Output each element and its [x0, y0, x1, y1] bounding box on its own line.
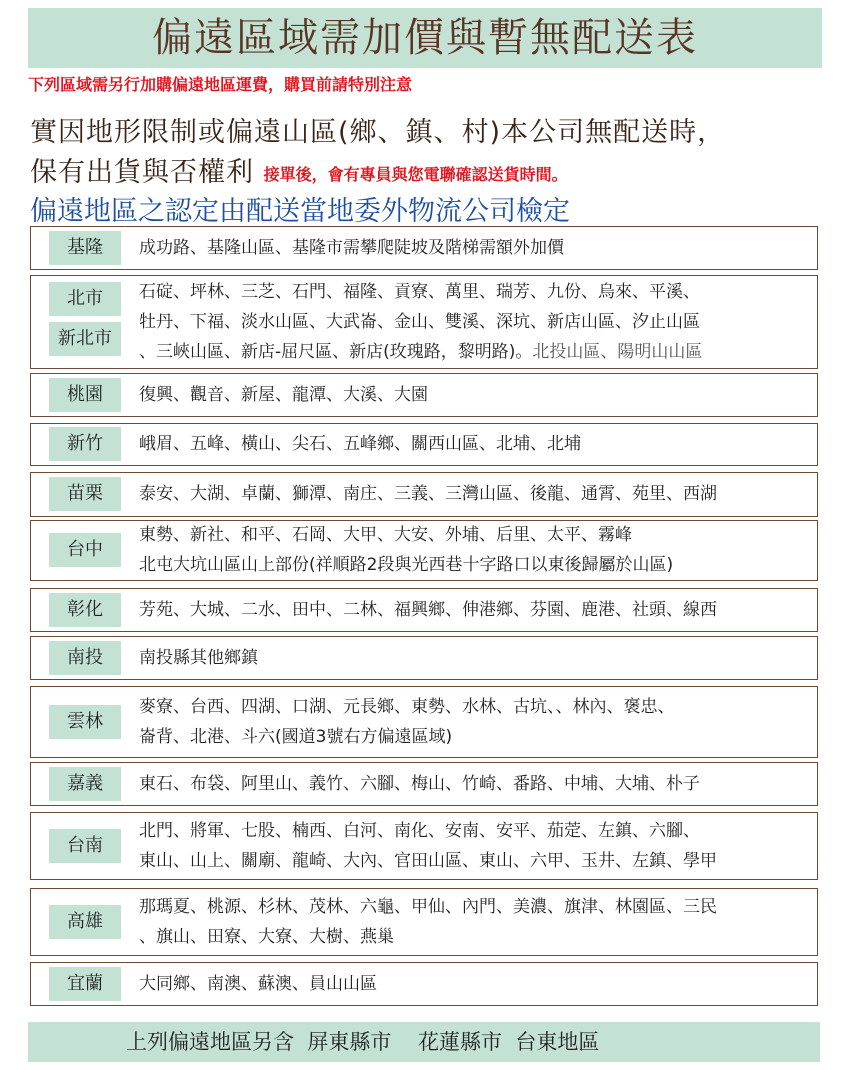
region-label: 桃園	[49, 378, 121, 412]
area-text: 泰安、大湖、卓蘭、獅潭、南庄、三義、三灣山區、後龍、通霄、苑里、西湖	[139, 484, 717, 504]
region-row	[30, 636, 818, 680]
notice-line2-text: 保有出貨與否權利	[30, 157, 254, 188]
area-text: 、旗山、田寮、大寮、大樹、燕巢	[139, 926, 394, 947]
area-text: 南投縣其他鄉鎮	[139, 647, 258, 668]
notice-blue: 偏遠地區之認定由配送當地委外物流公司檢定	[30, 196, 570, 227]
area-line	[139, 595, 717, 625]
region-label: 基隆	[49, 231, 121, 265]
area-line	[139, 380, 428, 410]
area-text: 成功路、基隆山區、基隆市需攀爬陡坡及階梯需額外加價	[139, 237, 564, 258]
area-line	[139, 643, 258, 673]
notice-red: 下列區域需另行加購偏遠地區運費，購買前請特別注意	[28, 75, 413, 94]
area-text: 、三峽山區、新店-屈尺區、新店(玫瑰路，黎明路)。	[139, 341, 533, 362]
area-text: 東勢、新社、和平、石岡、大甲、大安、外埔、后里、太平、霧峰	[139, 525, 632, 545]
area-text: 崙背、北港、斗六(國道3號右方偏遠區域)	[139, 726, 453, 747]
region-areas	[139, 595, 717, 625]
page-title: 偏遠區域需加價與暫無配送表	[28, 8, 822, 68]
region-areas	[139, 380, 428, 410]
region-row	[30, 962, 818, 1006]
area-line	[139, 233, 564, 263]
region-label: 彰化	[49, 593, 121, 627]
area-line	[139, 692, 675, 722]
area-line	[139, 722, 675, 752]
area-text: 東石、布袋、阿里山、義竹、六腳、梅山、竹崎、番路、中埔、大埔、朴子	[139, 773, 700, 794]
area-line	[139, 277, 702, 307]
notice-line2-red: 接單後，會有專員與您電聯確認送貨時間。	[263, 165, 568, 184]
area-line	[139, 479, 717, 509]
region-row	[30, 812, 818, 880]
region-row	[30, 686, 818, 758]
area-text: 峨眉、五峰、橫山、尖石、五峰鄉、關西山區、北埔、北埔	[139, 434, 581, 454]
notice-line2	[30, 150, 568, 189]
area-text-gray: 北投山區、陽明山山區	[532, 341, 703, 362]
region-row	[30, 472, 818, 517]
region-label: 宜蘭	[49, 967, 121, 1001]
region-label: 北市	[49, 282, 121, 316]
region-areas	[139, 969, 377, 999]
region-label: 台南	[49, 829, 121, 863]
region-areas	[139, 892, 717, 952]
region-areas	[139, 816, 717, 876]
region-row	[30, 423, 818, 466]
region-areas	[139, 479, 717, 509]
region-row	[30, 520, 818, 581]
region-row	[30, 888, 818, 956]
area-text: 石碇、坪林、三芝、石門、福隆、貢寮、萬里、瑞芳、九份、烏來、平溪、	[139, 281, 700, 302]
area-line	[139, 769, 700, 799]
region-label: 高雄	[49, 905, 121, 939]
area-text: 麥寮、台西、四湖、口湖、元長鄉、東勢、水林、古坑、、林內、褒忠、	[139, 696, 675, 717]
area-line	[139, 307, 702, 337]
region-areas	[139, 692, 675, 752]
area-line	[139, 969, 377, 999]
region-areas	[139, 520, 673, 580]
area-text: 那瑪夏、桃源、杉林、茂林、六龜、甲仙、內門、美濃、旗津、林園區、三民	[139, 896, 717, 917]
area-text: 北門、將軍、七股、楠西、白河、南化、安南、安平、茄萣、左鎮、六腳、	[139, 820, 700, 841]
region-areas	[139, 429, 581, 459]
area-line	[139, 816, 717, 846]
region-row	[30, 588, 818, 632]
area-line	[139, 520, 673, 550]
area-line	[139, 846, 717, 876]
area-line	[139, 922, 717, 952]
region-row	[30, 275, 818, 369]
region-label: 苗栗	[49, 477, 121, 511]
area-line	[139, 550, 673, 580]
region-label: 嘉義	[49, 767, 121, 801]
region-areas	[139, 277, 702, 367]
area-text: 北屯大坑山區山上部份(祥順路2段與光西巷十字路口以東後歸屬於山區)	[139, 555, 674, 575]
area-line	[139, 429, 581, 459]
region-row	[30, 762, 818, 806]
area-line	[139, 892, 717, 922]
region-row	[30, 373, 818, 417]
region-label: 雲林	[49, 705, 121, 739]
region-row	[30, 226, 818, 270]
area-text: 大同鄉、南澳、蘇澳、員山山區	[139, 973, 377, 994]
region-label: 南投	[49, 641, 121, 675]
footer-note: 上列偏遠地區另含 屏東縣市 花蓮縣市 台東地區	[28, 1022, 820, 1062]
notice-line1: 實因地形限制或偏遠山區(鄉、鎮、村)本公司無配送時，	[30, 117, 726, 148]
area-text: 復興、觀音、新屋、龍潭、大溪、大園	[139, 384, 428, 405]
region-label: 台中	[49, 533, 121, 567]
region-label: 新北市	[49, 322, 121, 356]
area-text: 芳苑、大城、二水、田中、二林、福興鄉、伸港鄉、芬園、鹿港、社頭、線西	[139, 599, 717, 620]
region-areas	[139, 643, 258, 673]
region-areas	[139, 769, 700, 799]
region-label: 新竹	[49, 427, 121, 461]
region-areas	[139, 233, 564, 263]
area-line	[139, 337, 702, 367]
area-text: 牡丹、下福、淡水山區、大武崙、金山、雙溪、深坑、新店山區、汐止山區	[139, 311, 700, 332]
area-text: 東山、山上、關廟、龍崎、大內、官田山區、東山、六甲、玉井、左鎮、學甲	[139, 850, 717, 871]
